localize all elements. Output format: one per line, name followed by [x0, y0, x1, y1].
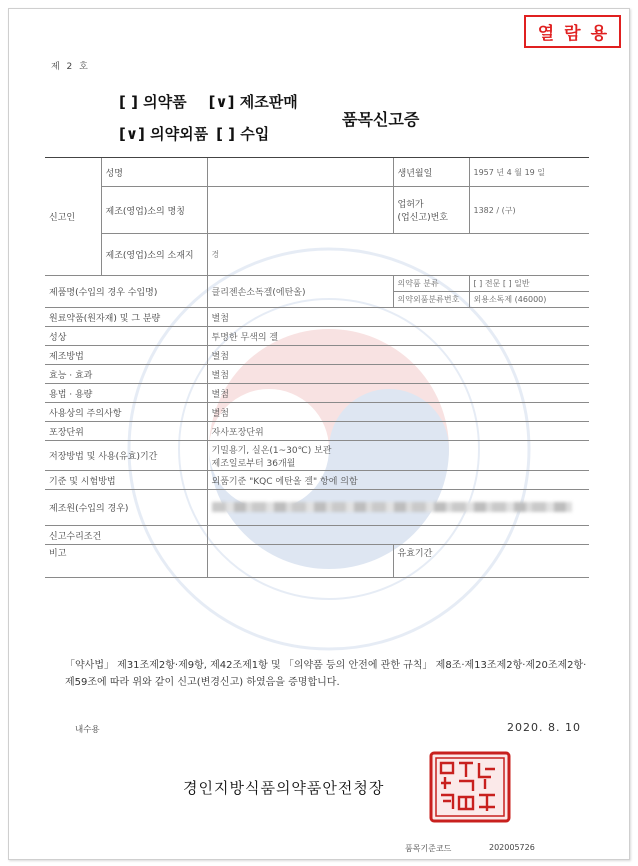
title-option-medicine: [ ] 의약품	[119, 93, 187, 111]
product-code-value: 202005726	[489, 843, 535, 852]
address-label: 제조(영업)소의 소재지	[101, 234, 207, 276]
usage-type: 내수용	[75, 725, 100, 735]
view-only-stamp: 열람용	[524, 15, 621, 48]
test-standard-value: 외품기준 "KQC 에탄올 겔" 항에 의함	[207, 471, 589, 490]
storage-line-2: 제조일로부터 36개월	[211, 458, 296, 469]
certification-statement: 「약사법」 제31조제2항·제9항, 제42조제1항 및 「의약품 등의 안전에 관한 규칙」 제8조·제13조제2항·제20조제2항·제59조에 따라 위와 같이 신고(변경신고) 하였음을 증명합니다.	[65, 660, 587, 688]
quasi-class-value: 외용소독제 (46000)	[469, 292, 589, 308]
drug-class-value: [ ] 전문 [ ] 일반	[469, 276, 589, 292]
license-label-cell	[393, 187, 469, 234]
applicant-section-label: 신고인	[45, 158, 101, 276]
precautions-value: 별첨	[207, 403, 589, 422]
certificate-title: 품목신고증	[342, 110, 420, 129]
title-option-import: [ ] 수입	[216, 125, 270, 143]
validity-label: 유효기간	[393, 545, 589, 578]
license-sublabel: (업신고)번호	[397, 213, 448, 223]
packaging-value: 자사포장단위	[207, 422, 589, 441]
issuing-authority: 경인지방식품의약품안전청장	[183, 779, 385, 797]
product-name-value: 클리젠손소독겔(에탄올)	[207, 276, 393, 308]
business-name-label: 제조(영업)소의 명칭	[101, 187, 207, 234]
efficacy-value: 별첨	[207, 365, 589, 384]
remarks-value	[207, 545, 393, 578]
title-line-1	[119, 91, 298, 112]
form-number: 제 2 호	[51, 62, 90, 72]
product-code-label: 품목기준코드	[405, 844, 452, 853]
manufacturing-method-label: 제조방법	[45, 346, 207, 365]
name-label: 성명	[101, 158, 207, 187]
title-line-2	[119, 123, 269, 144]
manufacturer-value-redacted	[207, 490, 589, 526]
business-name-value	[207, 187, 393, 234]
packaging-label: 포장단위	[45, 422, 207, 441]
dosage-label: 용법 · 용량	[45, 384, 207, 403]
appearance-value: 투명한 무색의 겔	[207, 327, 589, 346]
address-value: 경	[207, 234, 589, 276]
ingredients-label: 원료약품(원자재) 및 그 분량	[45, 308, 207, 327]
storage-label: 저장방법 및 사용(유효)기간	[45, 441, 207, 471]
storage-line-1: 기밀용기, 실온(1~30℃) 보관	[211, 445, 332, 456]
birth-value: 1957 년 4 월 19 일	[469, 158, 589, 187]
drug-class-label: 의약품 분류	[393, 276, 469, 292]
ingredients-value: 별첨	[207, 308, 589, 327]
acceptance-condition-label: 신고수리조건	[45, 526, 207, 545]
precautions-label: 사용상의 주의사항	[45, 403, 207, 422]
quasi-class-label: 의약외품분류번호	[393, 292, 469, 308]
efficacy-label: 효능 · 효과	[45, 365, 207, 384]
manufacturer-label: 제조원(수입의 경우)	[45, 490, 207, 526]
title-option-quasi-drug: [∨] 의약외품	[119, 125, 209, 143]
redacted-text	[212, 502, 572, 512]
appearance-label: 성상	[45, 327, 207, 346]
license-value: 1382 / (구)	[469, 187, 589, 234]
title-option-manufacture: [∨] 제조판매	[208, 93, 298, 111]
remarks-label: 비고	[45, 545, 207, 578]
dosage-value: 별첨	[207, 384, 589, 403]
product-name-label: 제품명(수입의 경우 수입명)	[45, 276, 207, 308]
birth-label: 생년월일	[393, 158, 469, 187]
license-label: 업허가	[397, 200, 424, 210]
manufacturing-method-value: 별첨	[207, 346, 589, 365]
report-form-table	[45, 157, 589, 578]
issue-date: 2020. 8. 10	[507, 721, 581, 734]
certificate-page	[8, 8, 630, 860]
official-seal-icon	[429, 751, 511, 823]
test-standard-label: 기준 및 시험방법	[45, 471, 207, 490]
storage-value	[207, 441, 589, 471]
acceptance-condition-value	[207, 526, 589, 545]
name-value	[207, 158, 393, 187]
